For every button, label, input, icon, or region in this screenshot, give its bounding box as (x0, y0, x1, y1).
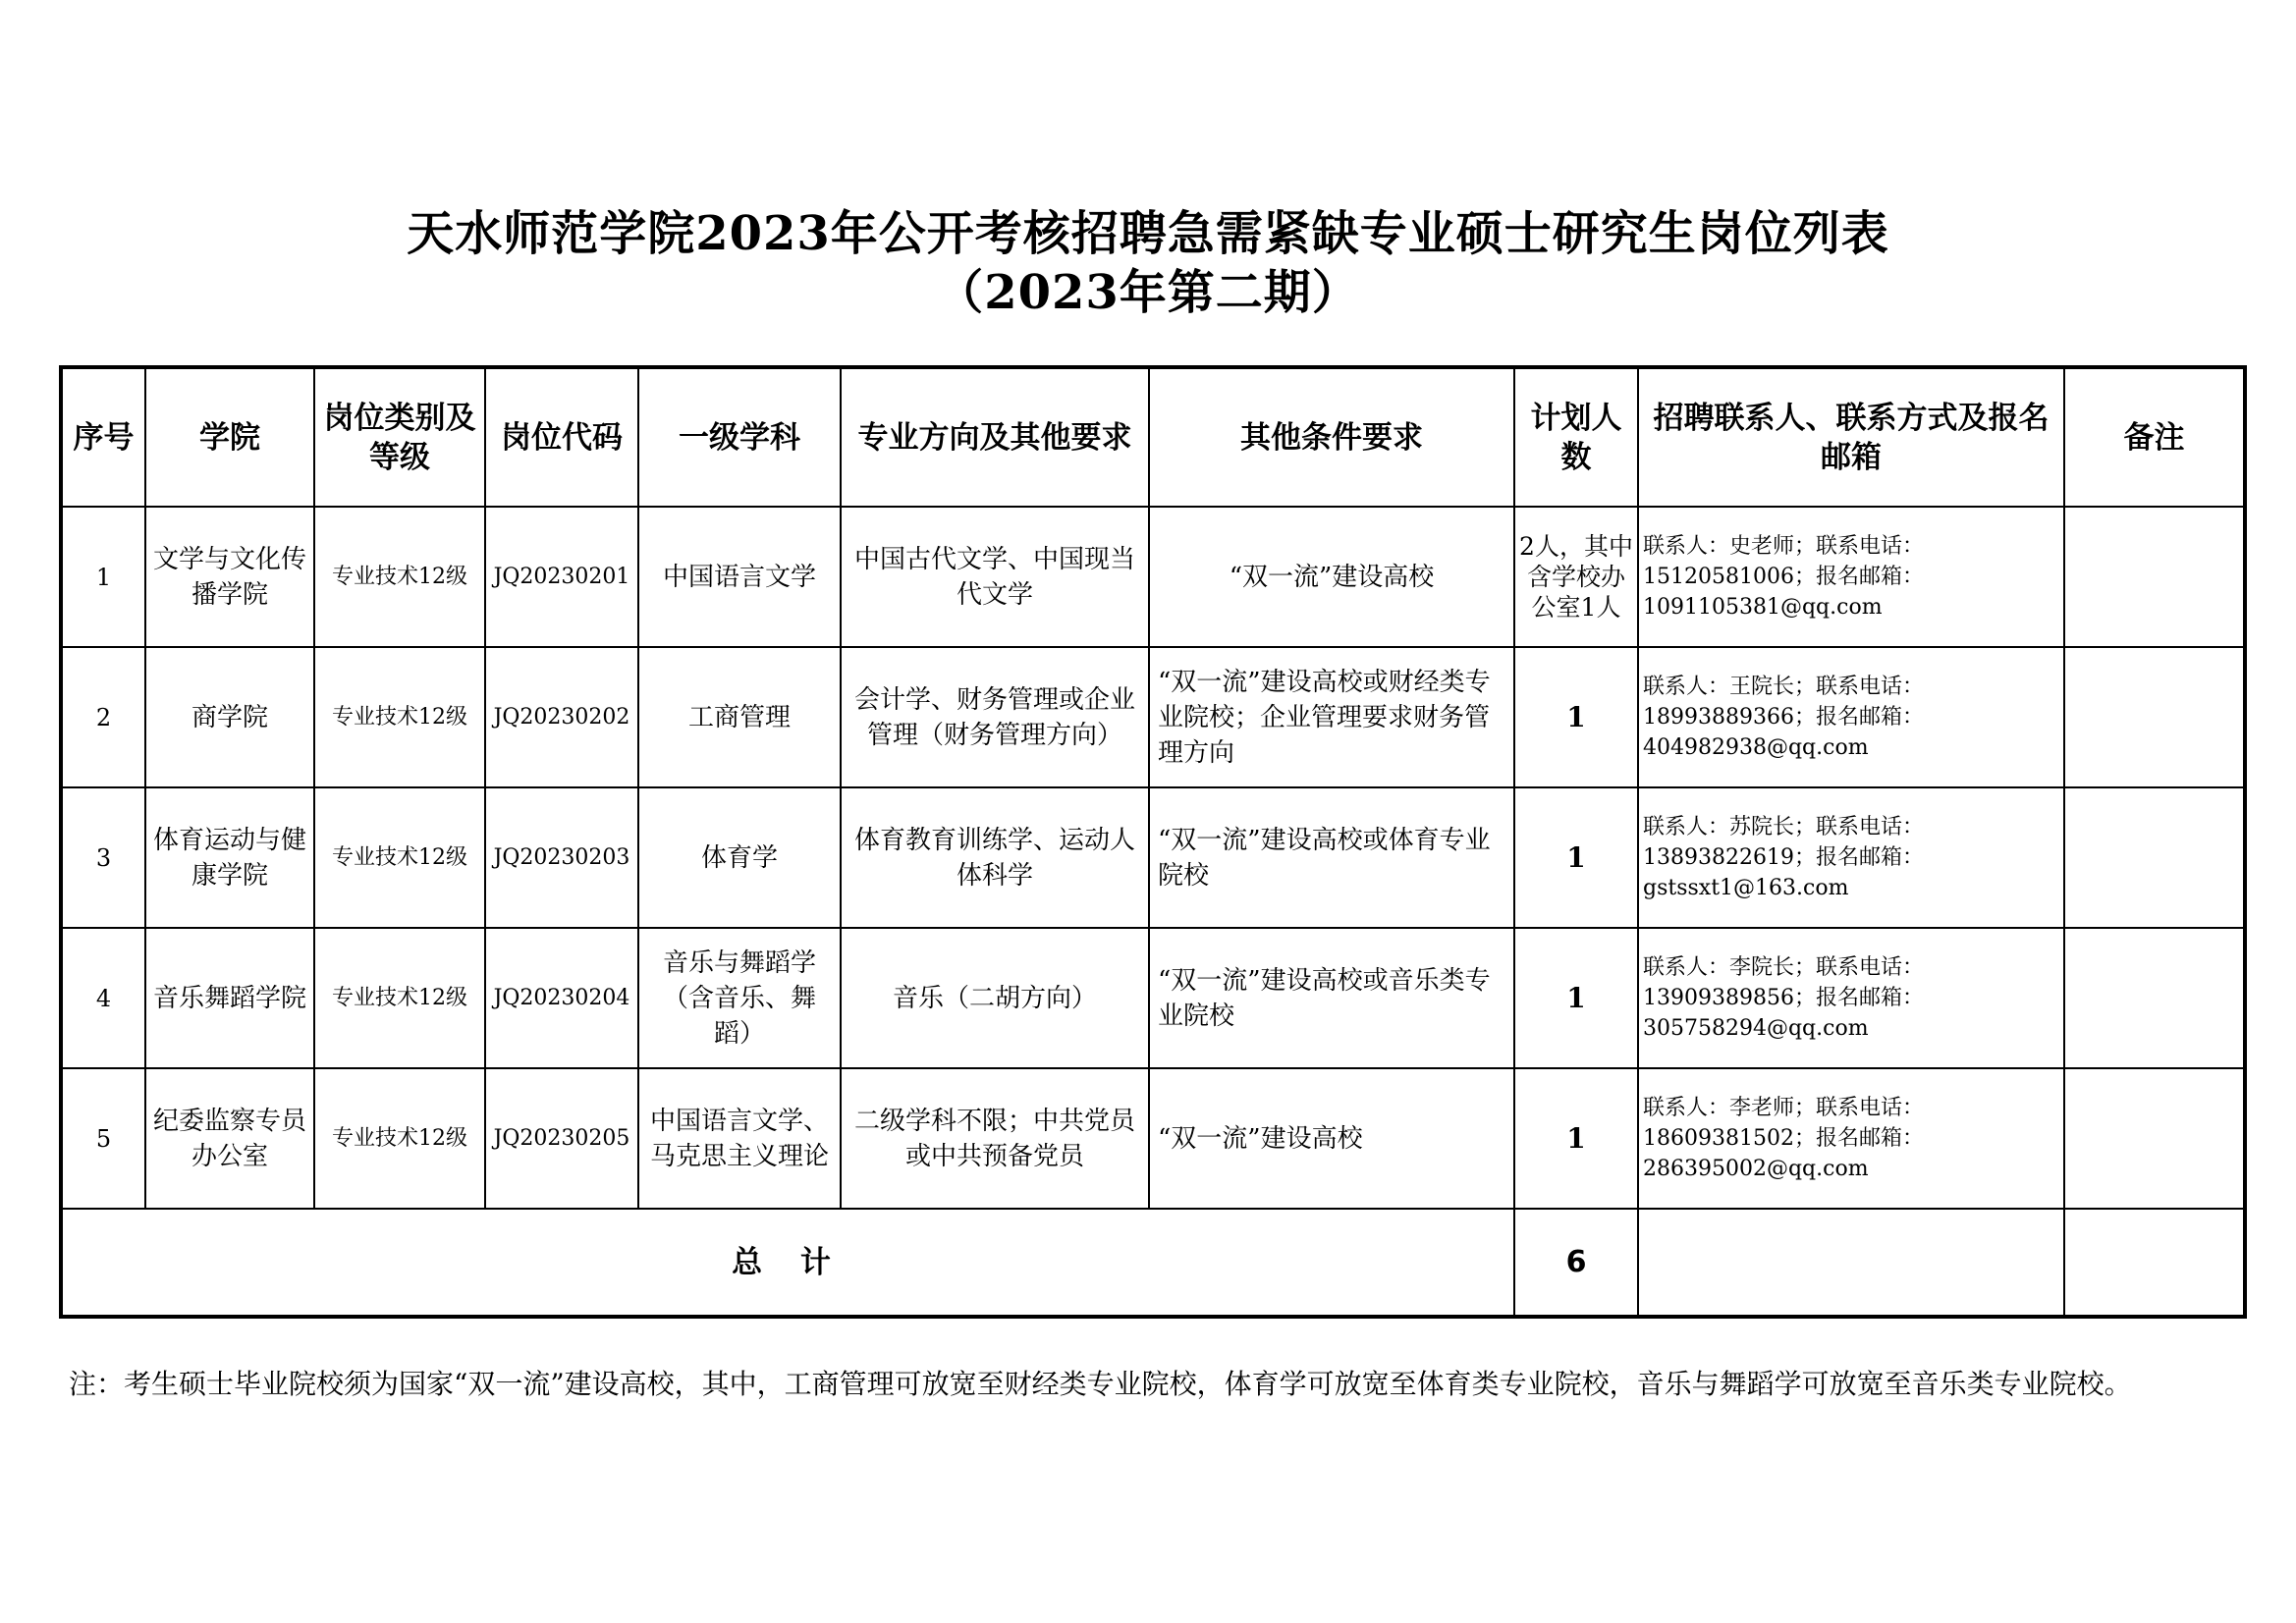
table-row (61, 928, 2245, 1068)
document-title: 天水师范学院2023年公开考核招聘急需紧缺专业硕士研究生岗位列表 (407, 206, 1889, 261)
table-row (61, 1068, 2245, 1209)
cell-direction: 体育教育训练学、运动人体科学 (841, 787, 1149, 928)
cell-remark (2064, 507, 2245, 647)
cell-discipline: 中国语言文学、马克思主义理论 (638, 1068, 841, 1209)
cell-category: 专业技术12级 (314, 928, 485, 1068)
total-remark-empty (2064, 1209, 2245, 1317)
cell-seq: 2 (61, 647, 145, 787)
total-row (61, 1209, 2245, 1317)
total-contact-empty (1638, 1209, 2064, 1317)
cell-plan: 1 (1514, 928, 1638, 1068)
cell-conditions: “双一流”建设高校 (1149, 1068, 1514, 1209)
cell-college: 体育运动与健康学院 (145, 787, 314, 928)
cell-seq: 5 (61, 1068, 145, 1209)
total-label: 总 计 (61, 1209, 1514, 1317)
cell-college: 文学与文化传播学院 (145, 507, 314, 647)
header-plan: 计划人数 (1514, 367, 1638, 507)
cell-contact: 联系人：史老师；联系电话：15120581006；报名邮箱：1091105381@qq.com (1638, 507, 2064, 647)
cell-contact: 联系人：李老师；联系电话：18609381502；报名邮箱：286395002@qq.com (1638, 1068, 2064, 1209)
cell-discipline: 音乐与舞蹈学（含音乐、舞蹈） (638, 928, 841, 1068)
cell-plan: 2人，其中含学校办公室1人 (1514, 507, 1638, 647)
cell-discipline: 中国语言文学 (638, 507, 841, 647)
cell-remark (2064, 928, 2245, 1068)
cell-conditions: “双一流”建设高校 (1149, 507, 1514, 647)
cell-category: 专业技术12级 (314, 647, 485, 787)
cell-remark (2064, 1068, 2245, 1209)
header-conditions: 其他条件要求 (1149, 367, 1514, 507)
cell-category: 专业技术12级 (314, 787, 485, 928)
table-header-row (61, 367, 2245, 507)
header-contact: 招聘联系人、联系方式及报名邮箱 (1638, 367, 2064, 507)
cell-contact: 联系人：王院长；联系电话：18993889366；报名邮箱：404982938@qq.com (1638, 647, 2064, 787)
cell-plan: 1 (1514, 787, 1638, 928)
cell-college: 纪委监察专员办公室 (145, 1068, 314, 1209)
positions-table (59, 365, 2247, 1319)
table-row (61, 787, 2245, 928)
cell-code: JQ20230205 (485, 1068, 638, 1209)
cell-category: 专业技术12级 (314, 1068, 485, 1209)
table-row (61, 507, 2245, 647)
header-seq: 序号 (61, 367, 145, 507)
cell-conditions: “双一流”建设高校或财经类专业院校；企业管理要求财务管理方向 (1149, 647, 1514, 787)
cell-direction: 音乐（二胡方向） (841, 928, 1149, 1068)
cell-discipline: 工商管理 (638, 647, 841, 787)
table-row (61, 647, 2245, 787)
cell-direction: 会计学、财务管理或企业管理（财务管理方向） (841, 647, 1149, 787)
cell-category: 专业技术12级 (314, 507, 485, 647)
cell-code: JQ20230201 (485, 507, 638, 647)
cell-plan: 1 (1514, 647, 1638, 787)
cell-college: 商学院 (145, 647, 314, 787)
document-subtitle: （2023年第二期） (936, 265, 1360, 320)
cell-discipline: 体育学 (638, 787, 841, 928)
header-category: 岗位类别及等级 (314, 367, 485, 507)
header-direction: 专业方向及其他要求 (841, 367, 1149, 507)
cell-remark (2064, 647, 2245, 787)
cell-seq: 1 (61, 507, 145, 647)
header-college: 学院 (145, 367, 314, 507)
cell-direction: 二级学科不限；中共党员或中共预备党员 (841, 1068, 1149, 1209)
cell-remark (2064, 787, 2245, 928)
cell-direction: 中国古代文学、中国现当代文学 (841, 507, 1149, 647)
cell-code: JQ20230203 (485, 787, 638, 928)
cell-college: 音乐舞蹈学院 (145, 928, 314, 1068)
cell-code: JQ20230202 (485, 647, 638, 787)
header-code: 岗位代码 (485, 367, 638, 507)
header-remark: 备注 (2064, 367, 2245, 507)
cell-contact: 联系人：苏院长；联系电话：13893822619；报名邮箱：gstssxt1@163.com (1638, 787, 2064, 928)
cell-contact: 联系人：李院长；联系电话：13909389856；报名邮箱：305758294@qq.com (1638, 928, 2064, 1068)
title-block (0, 204, 2296, 322)
cell-plan: 1 (1514, 1068, 1638, 1209)
cell-conditions: “双一流”建设高校或音乐类专业院校 (1149, 928, 1514, 1068)
cell-seq: 4 (61, 928, 145, 1068)
cell-code: JQ20230204 (485, 928, 638, 1068)
cell-conditions: “双一流”建设高校或体育专业院校 (1149, 787, 1514, 928)
footnote: 注：考生硕士毕业院校须为国家“双一流”建设高校，其中，工商管理可放宽至财经类专业院校，体育学可放宽至体育类专业院校，音乐与舞蹈学可放宽至音乐类专业院校。 (69, 1368, 2132, 1400)
total-value: 6 (1514, 1209, 1638, 1317)
cell-seq: 3 (61, 787, 145, 928)
header-discipline: 一级学科 (638, 367, 841, 507)
